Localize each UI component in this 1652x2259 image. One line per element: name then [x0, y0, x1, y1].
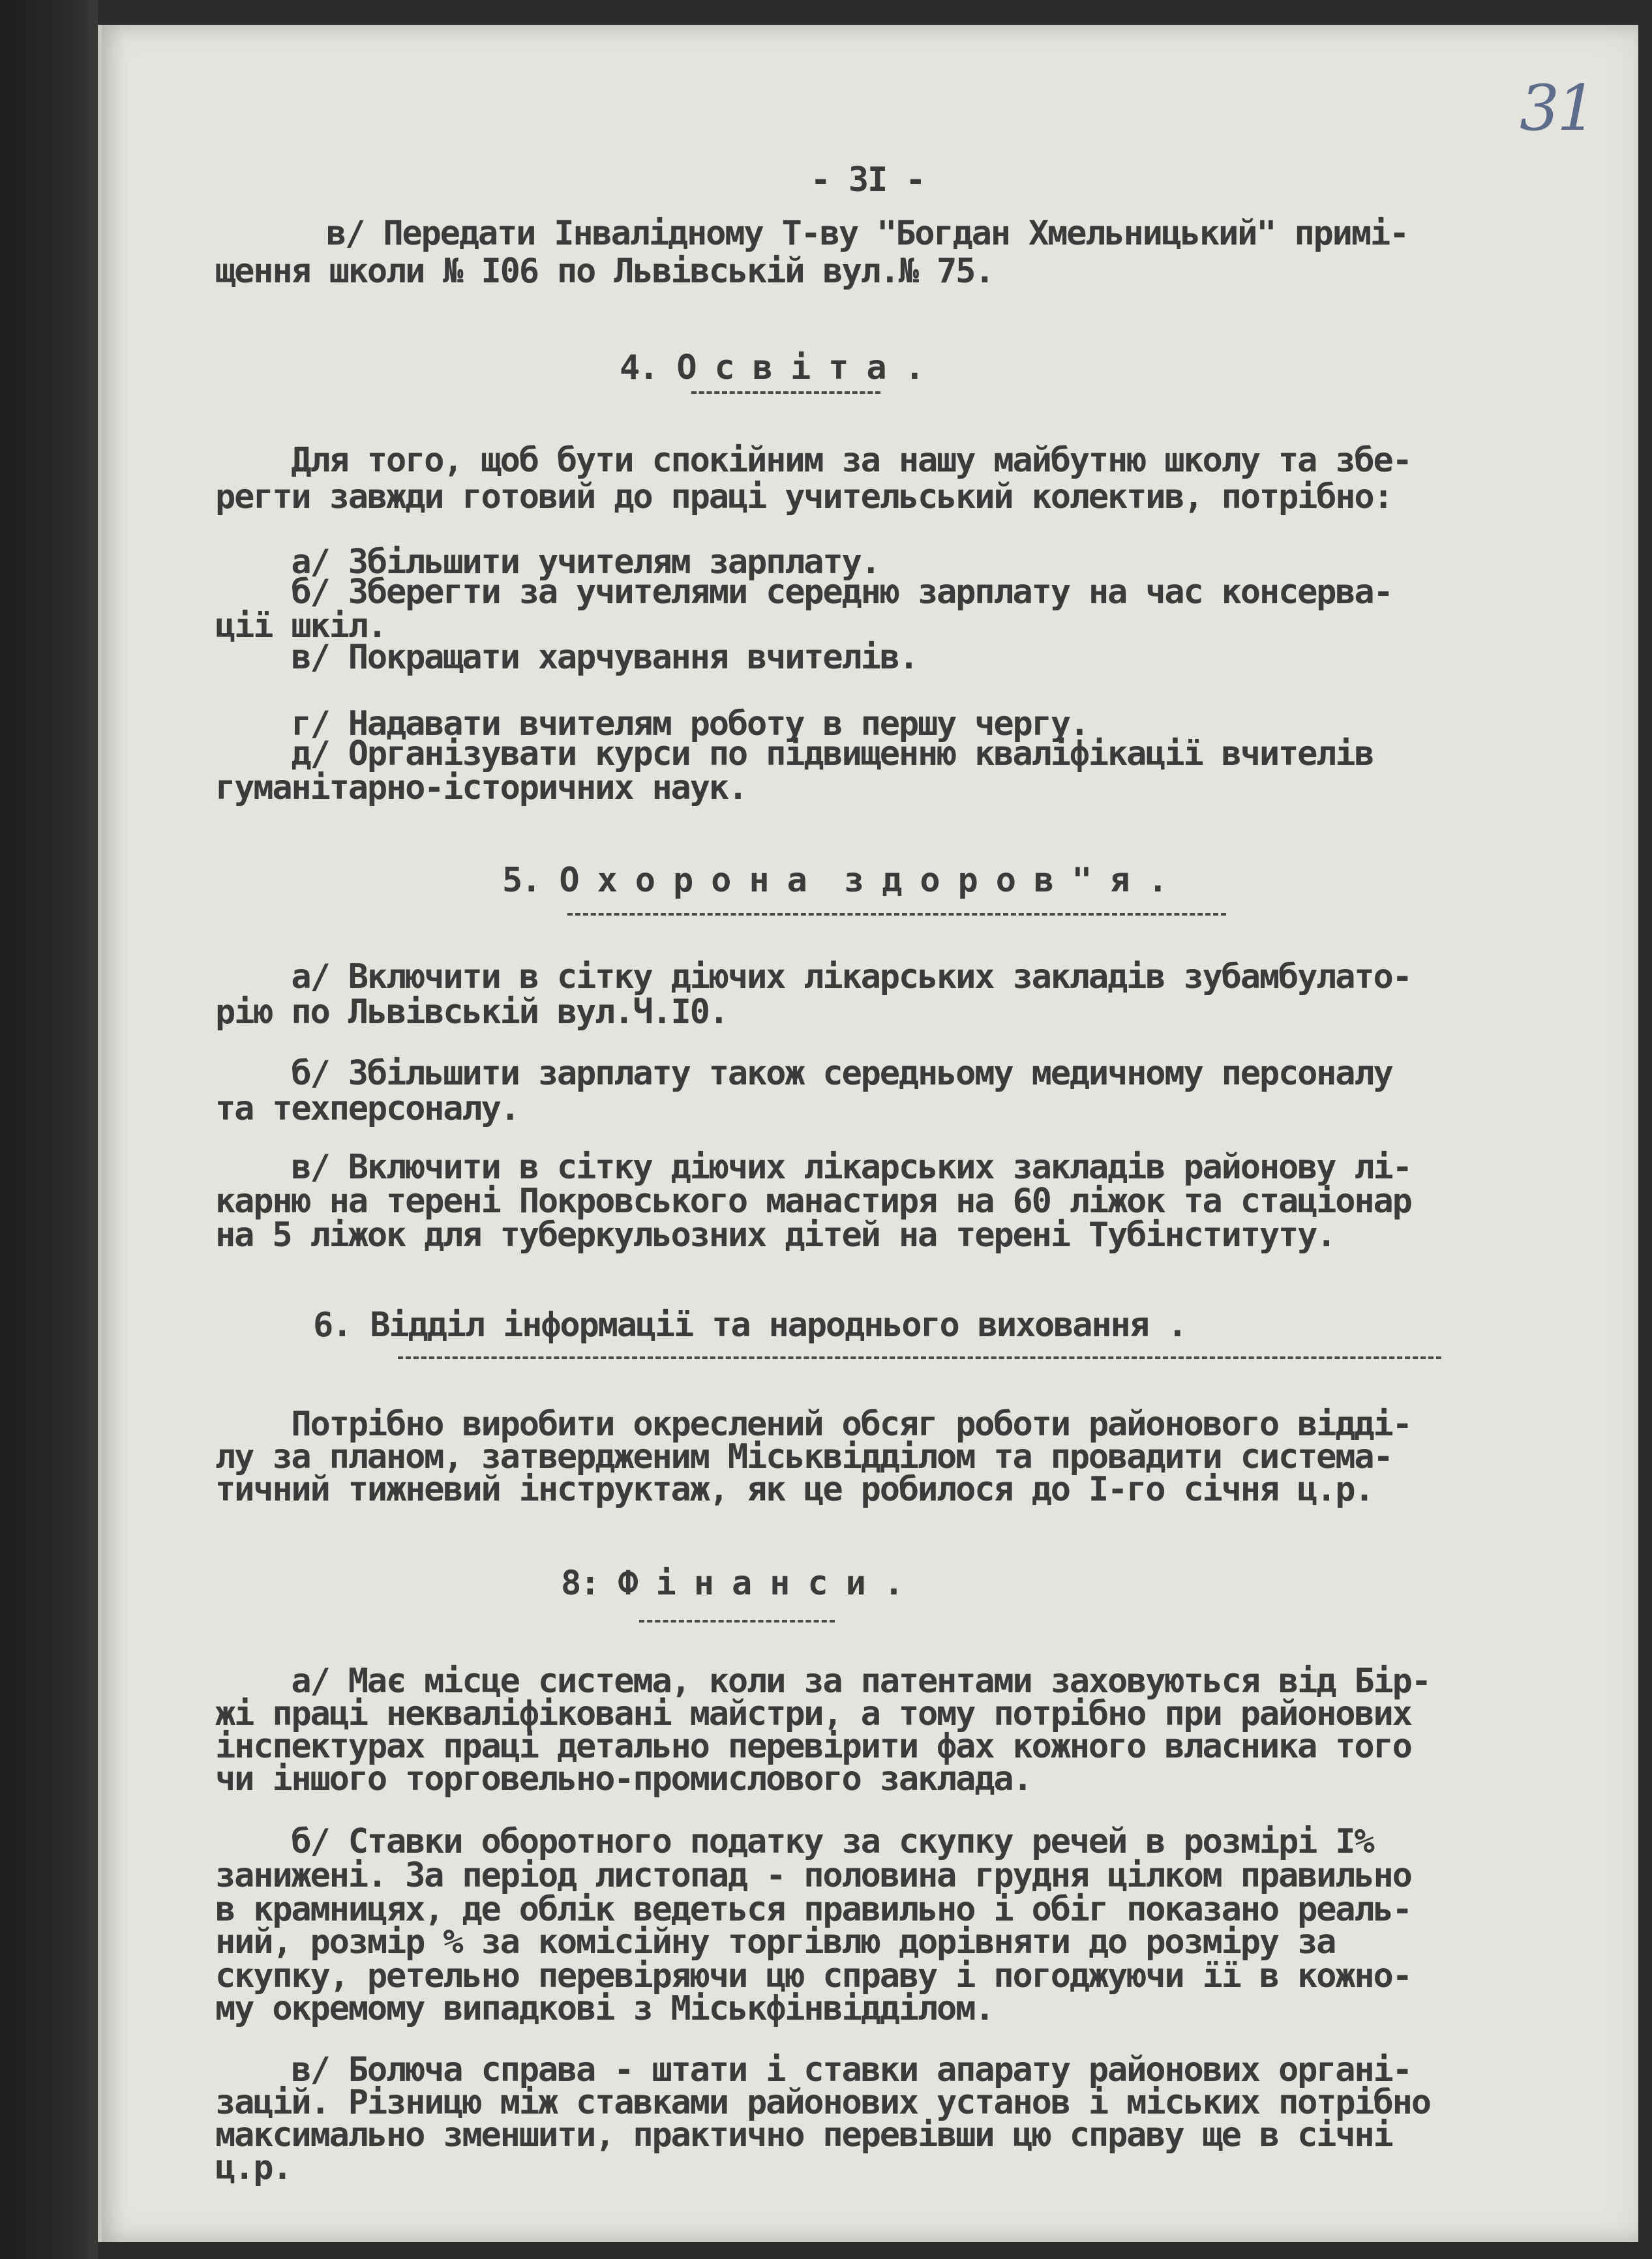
section-line: рію по Львівській вул.Ч.І0.: [215, 993, 728, 1032]
section-line: му окремому випадкові з Міськфінвідділом.: [215, 1989, 994, 2028]
section-line: занижені. За період листопад - половина грудня цілком правильно: [215, 1856, 1411, 1895]
section-heading: 8: Ф і н а н с и .: [561, 1564, 903, 1603]
intro-line: щення школи № І06 по Львівській вул.№ 75.: [215, 252, 994, 291]
section-heading: 4. О с в і т а .: [620, 348, 924, 387]
section-line: г/ Надавати вчителям роботу в першу чергу.: [215, 704, 1089, 743]
section-line: Для того, щоб бути спокійним за нашу майбутню школу та збе-: [215, 441, 1411, 480]
section-line: б/ Ставки оборотного податку за скупку речей в розмірі І%: [215, 1822, 1374, 1861]
section-line: в/ Включити в сітку діючих лікарських закладів районову лі-: [215, 1148, 1411, 1187]
section-heading: 5. О х о р о н а з д о р о в " я .: [502, 861, 1167, 900]
heading-underline: [639, 1620, 835, 1623]
page-edge: [98, 25, 102, 2242]
typed-page-number: - 3I -: [810, 160, 925, 200]
section-line: б/ Збільшити зарплату також середньому медичному персоналу: [215, 1054, 1392, 1093]
section-line: чи іншого торговельно-промислового заклада.: [215, 1759, 1032, 1799]
section-line: інспектурах праці детально перевірити фах кожного власника того: [215, 1727, 1411, 1766]
section-line: ції шкіл.: [215, 606, 386, 646]
section-line: зацій. Різницю між ставками районових установ і міських потрібно: [215, 2083, 1430, 2122]
section-line: д/ Організувати курси по підвищенню кваліфікації вчителів: [215, 734, 1374, 773]
section-line: в/ Покращати харчування вчителів.: [215, 638, 918, 677]
intro-line: в/ Передати Інвалідному Т-ву "Богдан Хмельницький" примі-: [326, 214, 1409, 253]
section-line: карню на терені Покровського манастиря на 60 ліжок та стаціонар: [215, 1182, 1411, 1221]
section-line: б/ Зберегти за учителями середню зарплату на час консерва-: [215, 573, 1392, 612]
section-line: лу за планом, затвердженим Міськвідділом та провадити система-: [215, 1437, 1392, 1476]
section-line: ц.р.: [215, 2148, 292, 2187]
typed-text-block: [196, 0, 1578, 2187]
section-line: на 5 ліжок для туберкульозних дітей на терені Тубінституту.: [215, 1216, 1336, 1255]
section-line: скупку, ретельно перевіряючи цю справу і погоджуючи її в кожно-: [215, 1956, 1411, 1996]
heading-underline: [398, 1356, 1441, 1359]
section-line: максимально зменшити, практично перевівши цю справу ще в січні: [215, 2116, 1392, 2155]
section-line: в крамницях, де облік ведеться правильно і обіг показано реаль-: [215, 1890, 1411, 1929]
section-line: регти завжди готовий до праці учительський колектив, потрібно:: [215, 477, 1392, 516]
section-line: гуманітарно-історичних наук.: [215, 768, 747, 807]
section-line: в/ Болюча справа - штати і ставки апарату районових органі-: [215, 2050, 1411, 2089]
section-line: ний, розмір % за комісійну торгівлю дорівняти до розміру за: [215, 1922, 1336, 1962]
section-line: жі праці некваліфіковані майстри, а тому потрібно при районових: [215, 1694, 1411, 1733]
section-line: та техперсоналу.: [215, 1089, 519, 1128]
section-line: а/ Збільшити учителям зарплату.: [215, 543, 880, 582]
section-line: Потрібно виробити окреслений обсяг роботи районового відді-: [215, 1405, 1411, 1444]
heading-underline: [567, 913, 1226, 916]
section-line: тичний тижневий інструктаж, як це робилося до І-го січня ц.р.: [215, 1470, 1374, 1509]
book-binding: [0, 0, 98, 2259]
handwritten-page-number: 31: [1520, 72, 1595, 145]
section-line: а/ Включити в сітку діючих лікарських закладів зубамбулато-: [215, 957, 1411, 996]
section-heading: 6. Відділ інформації та народнього виховання .: [313, 1306, 1186, 1345]
section-line: а/ Має місце система, коли за патентами заховуються від Бір-: [215, 1662, 1430, 1701]
heading-underline: [691, 391, 880, 394]
